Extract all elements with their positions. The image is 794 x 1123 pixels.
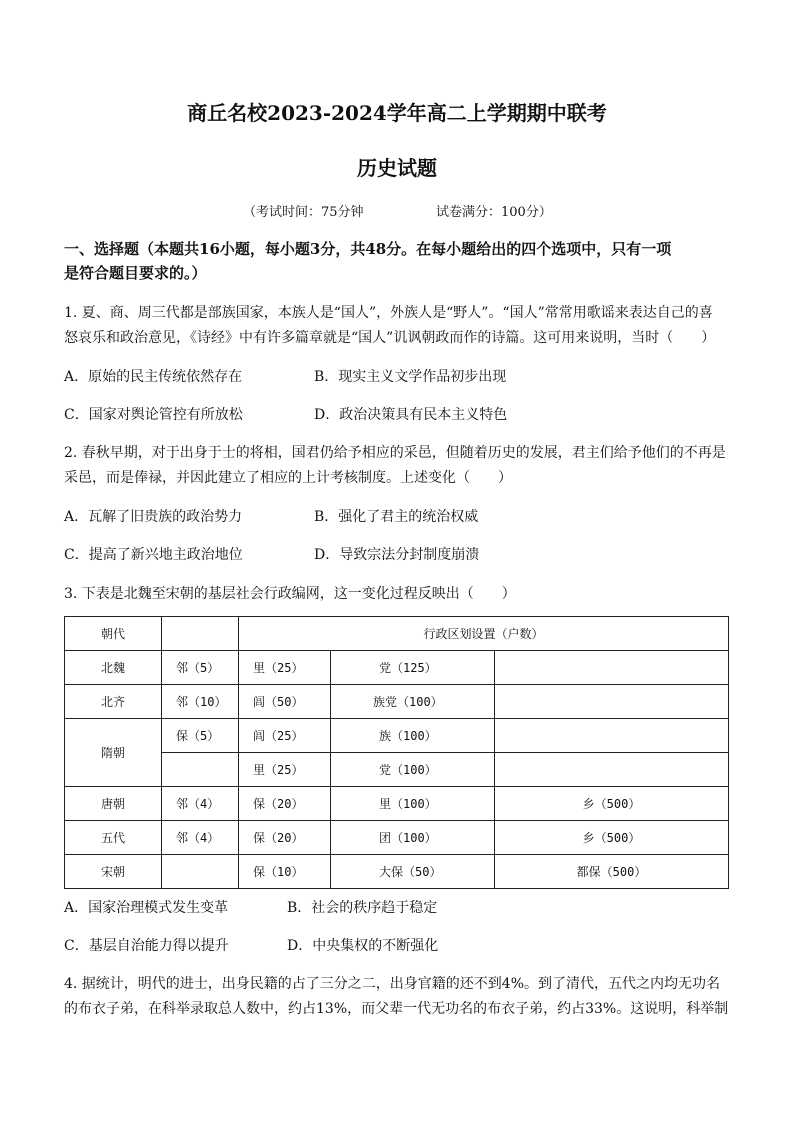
table-row <box>65 821 729 855</box>
q4-stem-line2: 的布衣子弟，在科举录取总人数中，约占13%，而父辈一代无功名的布衣子弟，约占33%。这说明，科举制 <box>64 1001 729 1017</box>
cell: 闾（25） <box>239 719 331 753</box>
cell-dynasty: 唐朝 <box>65 787 162 821</box>
section-heading-line2: 是符合题目要求的。） <box>64 264 207 282</box>
q3-option-c: C．基层自治能力得以提升 <box>64 938 229 954</box>
cell: 里（25） <box>239 753 331 787</box>
q3-option-b: B．社会的秩序趋于稳定 <box>287 900 438 916</box>
q1-option-b: B．现实主义文学作品初步出现 <box>314 369 507 385</box>
header-dynasty: 朝代 <box>65 617 162 651</box>
header-admin: 行政区划设置（户数） <box>239 617 729 651</box>
page-subtitle: 历史试题 <box>357 156 437 180</box>
cell: 保（10） <box>239 855 331 889</box>
cell: 保（5） <box>162 719 239 753</box>
cell: 乡（500） <box>495 787 729 821</box>
cell: 闾（50） <box>239 685 331 719</box>
cell-dynasty: 宋朝 <box>65 855 162 889</box>
section-heading-line1: 一、选择题（本题共16小题，每小题3分，共48分。在每小题给出的四个选项中，只有一项 <box>64 240 672 258</box>
cell <box>495 719 729 753</box>
cell: 都保（500） <box>495 855 729 889</box>
cell: 邻（4） <box>162 787 239 821</box>
cell <box>495 685 729 719</box>
q2-stem-line2: 采邑，而是俸禄，并因此建立了相应的上计考核制度。上述变化（ ） <box>64 470 512 486</box>
cell: 乡（500） <box>495 821 729 855</box>
q3-option-d: D．中央集权的不断强化 <box>287 938 439 954</box>
q1-option-d: D．政治决策具有民本主义特色 <box>314 407 508 423</box>
cell: 族（100） <box>331 719 495 753</box>
cell: 族党（100） <box>331 685 495 719</box>
q3-option-a: A．国家治理模式发生变革 <box>64 900 229 916</box>
cell: 党（100） <box>331 753 495 787</box>
cell-dynasty: 北齐 <box>65 685 162 719</box>
exam-time: （考试时间：75分钟 <box>243 205 364 220</box>
cell <box>495 651 729 685</box>
q1-stem-line1: 1. 夏、商、周三代都是部族国家，本族人是“国人”，外族人是“野人”。“国人”常常用歌谣来表达自己的喜 <box>64 305 713 321</box>
q1-option-a: A．原始的民主传统依然存在 <box>64 369 243 385</box>
cell-dynasty: 隋朝 <box>65 719 162 787</box>
table-row <box>65 787 729 821</box>
q2-option-d: D．导致宗法分封制度崩溃 <box>314 547 480 563</box>
q3-stem: 3. 下表是北魏至宋朝的基层社会行政编网，这一变化过程反映出（ ） <box>64 586 516 602</box>
q4-stem-line1: 4. 据统计，明代的进士，出身民籍的占了三分之二，出身官籍的还不到4%。到了清代，五代之内均无功名 <box>64 976 721 992</box>
cell: 里（25） <box>239 651 331 685</box>
cell: 邻（10） <box>162 685 239 719</box>
cell <box>495 753 729 787</box>
table-row <box>65 685 729 719</box>
admin-division-table <box>64 616 729 889</box>
cell-dynasty: 北魏 <box>65 651 162 685</box>
table-row <box>65 651 729 685</box>
q2-option-c: C．提高了新兴地主政治地位 <box>64 547 243 563</box>
cell: 保（20） <box>239 821 331 855</box>
header-empty <box>162 617 239 651</box>
cell: 大保（50） <box>331 855 495 889</box>
q2-option-b: B．强化了君主的统治权威 <box>314 509 479 525</box>
cell: 邻（5） <box>162 651 239 685</box>
table-row <box>65 753 729 787</box>
q2-option-a: A．瓦解了旧贵族的政治势力 <box>64 509 243 525</box>
cell: 党（125） <box>331 651 495 685</box>
cell: 里（100） <box>331 787 495 821</box>
cell <box>162 753 239 787</box>
full-score: 试卷满分：100分） <box>436 205 552 220</box>
q1-option-c: C．国家对舆论管控有所放松 <box>64 407 243 423</box>
cell: 团（100） <box>331 821 495 855</box>
q2-stem-line1: 2. 春秋早期，对于出身于士的将相，国君仍给予相应的采邑，但随着历史的发展，君主们给予他们的不再是 <box>64 445 726 461</box>
table-row <box>65 855 729 889</box>
table-row <box>65 719 729 753</box>
page-title: 商丘名校2023-2024学年高二上学期期中联考 <box>187 101 607 125</box>
q1-stem-line2: 怒哀乐和政治意见，《诗经》中有许多篇章就是“国人”讥讽朝政而作的诗篇。这可用来说明，当时（ ） <box>64 330 716 346</box>
cell <box>162 855 239 889</box>
cell: 邻（4） <box>162 821 239 855</box>
cell-dynasty: 五代 <box>65 821 162 855</box>
table-header-row <box>65 617 729 651</box>
cell: 保（20） <box>239 787 331 821</box>
